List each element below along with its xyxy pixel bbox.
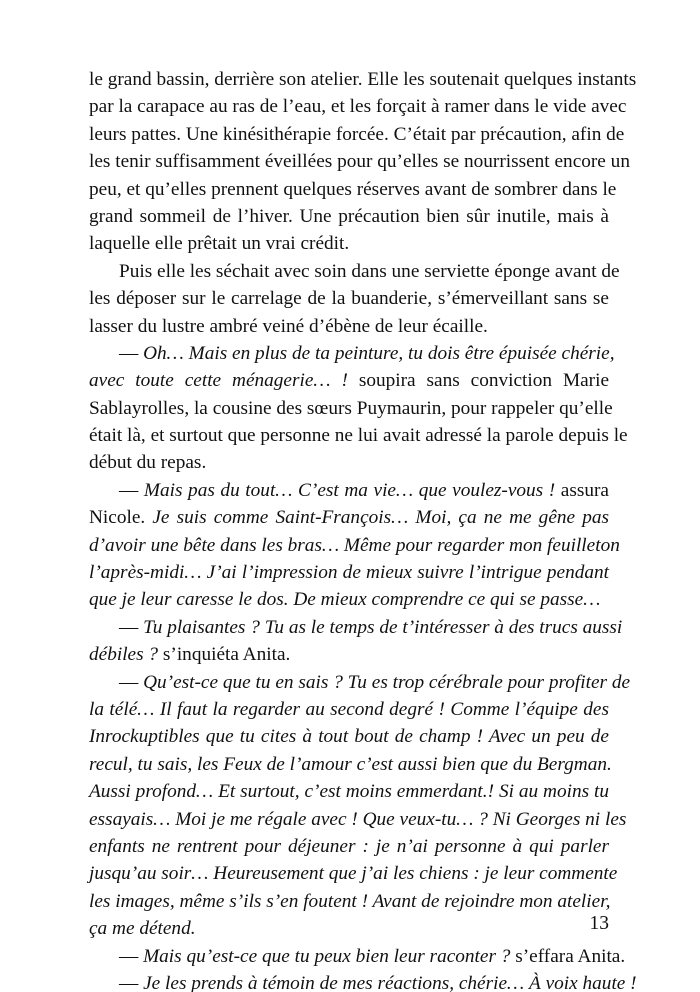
page-number: 13 <box>589 913 609 934</box>
italic-text-segment: ça me détend. <box>89 918 196 940</box>
text-line <box>89 532 620 559</box>
text-segment: grand sommeil de l’hiver. Une précaution bien sûr inutile, mais à <box>89 205 609 227</box>
text-segment: s’inquiéta Anita. <box>158 644 291 666</box>
text-line <box>89 970 637 992</box>
text-segment: — <box>119 342 144 364</box>
italic-text-segment: les images, même s’ils s’en foutent ! Avant de rejoindre mon atelier, <box>89 890 611 912</box>
text-line <box>89 641 609 668</box>
text-line <box>89 313 609 340</box>
italic-text-segment: Oh… Mais en plus de ta peinture, tu dois être épuisée chérie, <box>143 342 615 364</box>
text-line <box>89 176 617 203</box>
italic-text-segment: débiles ? <box>89 644 159 666</box>
text-segment: peu, et qu’elles prennent quelques réserves avant de sombrer dans le <box>89 178 617 200</box>
text-segment: Nicole. <box>89 507 153 529</box>
text-segment: Sablayrolles, la cousine des sœurs Puymaurin, pour rappeler qu’elle <box>89 397 613 419</box>
text-line <box>89 395 613 422</box>
text-segment: leurs pattes. Une kinésithérapie forcée. C’était par précaution, afin de <box>89 123 625 145</box>
italic-text-segment: Qu’est-ce que tu en sais ? Tu es trop cérébrale pour profiter de <box>143 671 631 693</box>
italic-text-segment: avec toute cette ménagerie… ! <box>89 370 348 392</box>
text-line <box>89 559 609 586</box>
text-line <box>89 860 618 887</box>
text-line <box>89 915 609 942</box>
text-segment: le grand bassin, derrière son atelier. Elle les soutenait quelques instants <box>89 69 637 90</box>
text-line <box>89 203 609 230</box>
text-segment: par la carapace au ras de l’eau, et les forçait à ramer dans le vide avec <box>89 96 627 118</box>
text-segment: soupira sans conviction Marie <box>347 370 609 392</box>
italic-text-segment: enfants ne rentrent pour déjeuner : je n’ai personne à qui parler <box>89 835 609 857</box>
text-line <box>89 66 637 93</box>
text-line <box>89 340 615 367</box>
text-segment: était là, et surtout que personne ne lui avait adressé la parole depuis le <box>89 425 628 447</box>
text-line <box>89 806 627 833</box>
italic-text-segment: d’avoir une bête dans les bras… Même pour regarder mon feuilleton <box>89 534 620 556</box>
text-line <box>89 121 625 148</box>
text-segment: les tenir suffisamment éveillées pour qu’elles se nourrissent encore un <box>89 151 630 173</box>
text-segment: laquelle elle prêtait un vrai crédit. <box>89 233 350 255</box>
text-segment: les déposer sur le carrelage de la buanderie, s’émerveillant sans se <box>89 288 609 310</box>
text-segment: — <box>119 972 144 992</box>
italic-text-segment: Aussi profond… Et surtout, c’est moins emmerdant.! Si au moins tu <box>89 781 609 803</box>
text-line <box>89 586 609 613</box>
text-line <box>89 943 626 970</box>
text-segment: Puis elle les séchait avec soin dans une serviette éponge avant de <box>119 260 620 282</box>
italic-text-segment: recul, tu sais, les Feux de l’amour c’est aussi bien que du Bergman. <box>89 753 612 775</box>
italic-text-segment: Tu plaisantes ? Tu as le temps de t’intéresser à des trucs aussi <box>143 616 623 638</box>
italic-text-segment: essayais… Moi je me régale avec ! Que veux-tu… ? Ni Georges ni les <box>89 808 627 830</box>
text-segment: lasser du lustre ambré veiné d’ébène de leur écaille. <box>89 315 488 337</box>
italic-text-segment: Mais qu’est-ce que tu peux bien leur raconter ? <box>143 945 511 967</box>
italic-text-segment: l’après-midi… J’ai l’impression de mieux suivre l’intrigue pendant <box>89 562 609 584</box>
text-line <box>89 477 609 504</box>
text-line <box>89 285 609 312</box>
text-line <box>89 93 627 120</box>
text-line <box>89 367 609 394</box>
italic-text-segment: Inrockuptibles que tu cites à tout bout de champ ! Avec un peu de <box>89 726 609 748</box>
italic-text-segment: la télé… Il faut la regarder au second degré ! Comme l’équipe des <box>89 698 609 720</box>
text-segment: assura <box>555 479 609 501</box>
text-segment: — <box>119 945 144 967</box>
text-line <box>89 696 609 723</box>
text-line <box>89 778 609 805</box>
text-line <box>89 258 620 285</box>
italic-text-segment: Je suis comme Saint-François… Moi, ça ne me gêne pas <box>152 507 609 529</box>
text-line <box>89 833 609 860</box>
text-line <box>89 614 623 641</box>
body-text <box>89 66 637 992</box>
text-line <box>89 751 612 778</box>
text-line <box>89 449 609 476</box>
italic-text-segment: Mais pas du tout… C’est ma vie… que voulez-vous ! <box>143 479 556 501</box>
text-segment: — <box>119 479 144 501</box>
text-line <box>89 230 609 257</box>
text-segment: début du repas. <box>89 452 207 474</box>
italic-text-segment: Je les prends à témoin de mes réactions, chérie… À voix haute ! <box>143 972 637 992</box>
text-segment: — <box>119 671 144 693</box>
italic-text-segment: que je leur caresse le dos. De mieux comprendre ce qui se passe… <box>89 589 601 611</box>
text-line <box>89 669 631 696</box>
text-line <box>89 888 609 915</box>
text-segment: s’effara Anita. <box>510 945 626 967</box>
text-line <box>89 422 628 449</box>
italic-text-segment: jusqu’au soir… Heureusement que j’ai les chiens : je leur commente <box>89 863 618 885</box>
text-line <box>89 148 630 175</box>
text-line <box>89 504 609 531</box>
text-line <box>89 723 609 750</box>
text-segment: — <box>119 616 144 638</box>
